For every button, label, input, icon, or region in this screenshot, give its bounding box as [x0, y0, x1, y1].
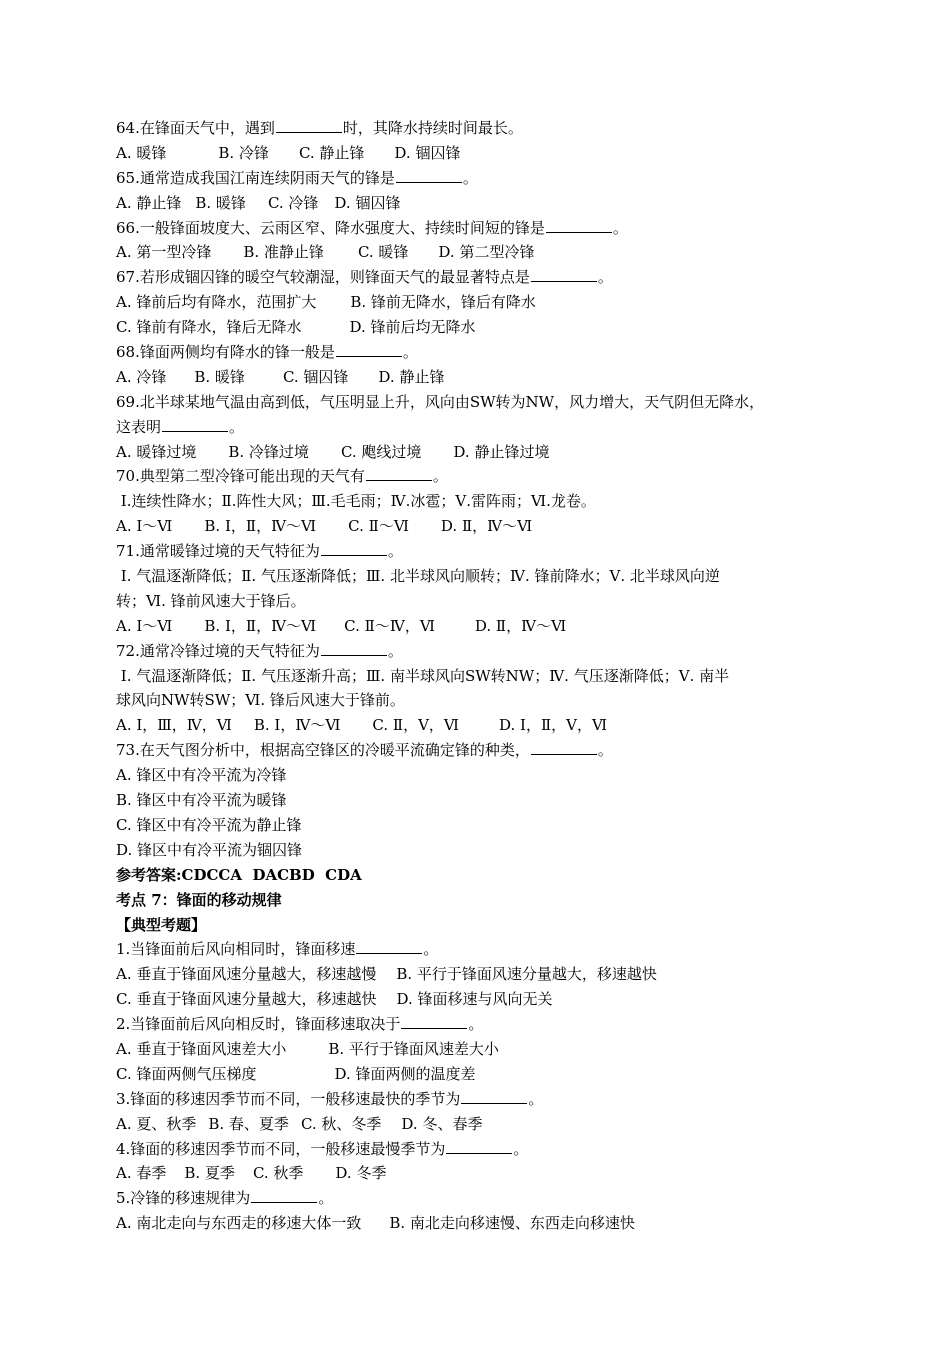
- question-suffix: 。: [432, 467, 448, 486]
- line-text: 考点 7：锋面的移动规律: [116, 890, 282, 909]
- answer-blank: [531, 740, 597, 755]
- options-line: [116, 1211, 846, 1236]
- option-item: B. 准静止锋: [243, 243, 324, 262]
- option-item: B. 暖锋: [194, 367, 245, 386]
- options-line: [116, 713, 846, 738]
- question-line: [116, 216, 846, 241]
- question-line: [116, 1186, 846, 1211]
- line-text: Ⅰ. 气温逐渐降低；Ⅱ. 气压逐渐降低；Ⅲ. 北半球风向顺转；Ⅳ. 锋前降水；Ⅴ. 北半球风向逆: [116, 567, 720, 586]
- question-suffix: 。: [612, 218, 628, 237]
- question-line: [116, 1012, 846, 1037]
- question-suffix: 。: [597, 741, 613, 760]
- line-text: 球风向NW转SW；Ⅵ. 锋后风速大于锋前。: [116, 691, 405, 710]
- option-item: C. Ⅱ～Ⅵ: [348, 517, 409, 536]
- question-suffix: 。: [402, 343, 418, 362]
- question-suffix: 。: [513, 1139, 529, 1158]
- question-suffix: 。: [462, 168, 478, 187]
- option-item: B. 南北走向移速慢、东西走向移速快: [389, 1214, 635, 1233]
- question-line: [116, 464, 846, 489]
- option-item: D. 锋面移速与风向无关: [396, 990, 553, 1009]
- option-item: D. 冬季: [335, 1164, 387, 1183]
- options-line: [116, 440, 846, 465]
- option-item: D. 第二型冷锋: [438, 243, 535, 262]
- line-text: 转；Ⅵ. 锋前风速大于锋后。: [116, 591, 306, 610]
- text-line: [116, 813, 846, 838]
- options-line: [116, 290, 846, 315]
- text-line: [116, 489, 846, 514]
- options-line: [116, 1062, 846, 1087]
- question-line: [116, 415, 846, 440]
- option-item: D. 静止锋: [378, 367, 445, 386]
- question-text: 66.一般锋面坡度大、云雨区窄、降水强度大、持续时间短的锋是: [116, 218, 545, 237]
- option-item: B. 冷锋: [218, 143, 269, 162]
- section-heading: [116, 863, 846, 888]
- option-item: C. 冷锋: [267, 193, 319, 212]
- document-page: [116, 116, 846, 1236]
- question-text: 68.锋面两侧均有降水的锋一般是: [116, 343, 335, 362]
- question-text: 72.通常冷锋过境的天气特征为: [116, 641, 320, 660]
- options-line: [116, 1037, 846, 1062]
- option-item: B. 暖锋: [195, 193, 246, 212]
- answer-blank: [321, 541, 387, 556]
- option-item: A. 南北走向与东西走的移速大体一致: [116, 1214, 362, 1233]
- line-text: 参考答案:CDCCA DACBD CDA: [116, 865, 362, 884]
- option-item: D. 冬、春季: [401, 1114, 483, 1133]
- question-text: 71.通常暖锋过境的天气特征为: [116, 542, 320, 561]
- question-line: [116, 738, 846, 763]
- line-text: D. 锋区中有冷平流为锢囚锋: [116, 840, 303, 859]
- question-suffix: 。: [468, 1015, 484, 1034]
- option-item: B. 冷锋过境: [228, 442, 309, 461]
- question-text: 5.冷锋的移速规律为: [116, 1189, 251, 1208]
- option-item: A. 暖锋: [116, 143, 167, 162]
- option-item: A. 夏、秋季: [116, 1114, 197, 1133]
- option-item: A. 垂直于锋面风速差大小: [116, 1039, 287, 1058]
- answer-blank: [276, 118, 342, 133]
- line-text: C. 锋区中有冷平流为静止锋: [116, 815, 302, 834]
- question-suffix: 。: [597, 268, 613, 287]
- option-item: C. 锋前有降水，锋后无降水: [116, 318, 302, 337]
- option-item: A. 静止锋: [116, 193, 182, 212]
- options-line: [116, 514, 846, 539]
- question-suffix: 。: [528, 1089, 544, 1108]
- option-item: B. Ⅰ，Ⅱ，Ⅳ～Ⅵ: [204, 517, 317, 536]
- question-line: [116, 937, 846, 962]
- answer-blank: [251, 1188, 317, 1203]
- question-line: [116, 639, 846, 664]
- answer-blank: [461, 1089, 527, 1104]
- option-item: B. Ⅰ，Ⅱ，Ⅳ～Ⅵ: [204, 616, 317, 635]
- option-item: B. 锋前无降水，锋后有降水: [350, 293, 536, 312]
- answer-blank: [531, 267, 597, 282]
- option-item: C. 静止锋: [298, 143, 365, 162]
- option-item: D. Ⅱ，Ⅳ～Ⅵ: [440, 517, 533, 536]
- question-line: [116, 265, 846, 290]
- option-item: B. 平行于锋面风速差大小: [328, 1039, 499, 1058]
- question-text: 65.通常造成我国江南连续阴雨天气的锋是: [116, 168, 395, 187]
- text-line: [116, 763, 846, 788]
- question-text: 73.在天气图分析中，根据高空锋区的冷暖平流确定锋的种类，: [116, 741, 530, 760]
- option-item: C. 飑线过境: [340, 442, 422, 461]
- text-line: [116, 390, 846, 415]
- option-item: A. Ⅰ～Ⅵ: [116, 616, 173, 635]
- option-item: A. 锋前后均有降水，范围扩大: [116, 293, 317, 312]
- option-item: D. Ⅰ，Ⅱ，Ⅴ，Ⅵ: [499, 716, 608, 735]
- question-line: [116, 1087, 846, 1112]
- text-line: [116, 688, 846, 713]
- question-suffix: 时，其降水持续时间最长。: [342, 119, 523, 137]
- option-item: D. 锢囚锋: [394, 143, 461, 162]
- option-item: A. 第一型冷锋: [116, 243, 212, 262]
- text-line: [116, 589, 846, 614]
- question-line: [116, 1137, 846, 1162]
- option-item: C. 锋面两侧气压梯度: [116, 1064, 257, 1083]
- question-line: [116, 166, 846, 191]
- text-line: [116, 788, 846, 813]
- option-item: D. Ⅱ，Ⅳ～Ⅵ: [474, 616, 567, 635]
- text-line: [116, 838, 846, 863]
- option-item: D. 静止锋过境: [453, 442, 550, 461]
- option-item: A. 冷锋: [116, 367, 167, 386]
- line-text: 【典型考题】: [116, 915, 207, 934]
- line-text: A. 锋区中有冷平流为冷锋: [116, 766, 287, 785]
- options-line: [116, 315, 846, 340]
- option-item: B. Ⅰ，Ⅳ～Ⅵ: [253, 716, 341, 735]
- question-line: [116, 340, 846, 365]
- options-line: [116, 614, 846, 639]
- option-item: C. 秋、冬季: [300, 1114, 382, 1133]
- line-text: Ⅰ.连续性降水；Ⅱ.阵性大风；Ⅲ.毛毛雨；Ⅳ.冰雹；Ⅴ.雷阵雨；Ⅵ.龙卷。: [116, 492, 596, 511]
- option-item: D. 锋前后均无降水: [349, 318, 476, 337]
- line-text: B. 锋区中有冷平流为暖锋: [116, 791, 287, 810]
- answer-blank: [321, 641, 387, 656]
- option-item: A. 暖锋过境: [116, 442, 197, 461]
- question-text: 4.锋面的移速因季节而不同，一般移速最慢季节为: [116, 1139, 446, 1158]
- option-item: C. 锢囚锋: [282, 367, 349, 386]
- answer-blank: [396, 168, 462, 183]
- question-text: 1.当锋面前后风向相同时，锋面移速: [116, 940, 356, 959]
- answer-blank: [162, 417, 228, 432]
- question-suffix: 。: [387, 641, 403, 660]
- options-line: [116, 240, 846, 265]
- option-item: B. 春、夏季: [208, 1114, 289, 1133]
- section-heading: [116, 888, 846, 913]
- answer-blank: [356, 939, 422, 954]
- option-item: A. Ⅰ，Ⅲ，Ⅳ，Ⅵ: [116, 716, 232, 735]
- option-item: C. 垂直于锋面风速分量越大，移速越快: [116, 990, 377, 1009]
- question-text: 3.锋面的移速因季节而不同，一般移速最快的季节为: [116, 1089, 461, 1108]
- answer-blank: [336, 342, 402, 357]
- line-text: Ⅰ. 气温逐渐降低；Ⅱ. 气压逐渐升高；Ⅲ. 南半球风向SW转NW；Ⅳ. 气压逐渐降低；Ⅴ. 南半: [116, 666, 730, 685]
- answer-blank: [401, 1014, 467, 1029]
- question-text: 70.典型第二型冷锋可能出现的天气有: [116, 467, 365, 486]
- option-item: C. 秋季: [252, 1164, 304, 1183]
- option-item: D. 锋面两侧的温度差: [334, 1064, 476, 1083]
- options-line: [116, 365, 846, 390]
- answer-blank: [446, 1139, 512, 1154]
- question-suffix: 。: [229, 417, 245, 436]
- options-line: [116, 191, 846, 216]
- question-text: 64.在锋面天气中，遇到: [116, 119, 275, 137]
- question-line: [116, 116, 846, 141]
- option-item: B. 夏季: [184, 1164, 235, 1183]
- question-text: 2.当锋面前后风向相反时，锋面移速取决于: [116, 1015, 401, 1034]
- question-text: 67.若形成锢囚锋的暖空气较潮湿，则锋面天气的最显著特点是: [116, 268, 530, 287]
- option-item: D. 锢囚锋: [334, 193, 401, 212]
- option-item: C. Ⅱ，Ⅴ，Ⅵ: [372, 716, 460, 735]
- option-item: A. 春季: [116, 1164, 167, 1183]
- question-suffix: 。: [423, 940, 439, 959]
- options-line: [116, 141, 846, 166]
- options-line: [116, 1112, 846, 1137]
- question-text: 这表明: [116, 417, 162, 436]
- options-line: [116, 987, 846, 1012]
- option-item: C. Ⅱ～Ⅳ，Ⅵ: [344, 616, 435, 635]
- options-line: [116, 1161, 846, 1186]
- answer-blank: [546, 218, 612, 233]
- text-line: [116, 564, 846, 589]
- question-suffix: 。: [318, 1189, 334, 1208]
- options-line: [116, 962, 846, 987]
- text-line: [116, 664, 846, 689]
- option-item: B. 平行于锋面风速分量越大，移速越快: [396, 965, 657, 984]
- question-line: [116, 539, 846, 564]
- section-heading: [116, 913, 846, 938]
- question-suffix: 。: [387, 542, 403, 561]
- option-item: A. 垂直于锋面风速分量越大，移速越慢: [116, 965, 377, 984]
- answer-blank: [366, 466, 432, 481]
- option-item: A. Ⅰ～Ⅵ: [116, 517, 173, 536]
- line-text: 69.北半球某地气温由高到低，气压明显上升，风向由SW转为NW，风力增大，天气阴但无降水，: [116, 392, 765, 411]
- option-item: C. 暖锋: [357, 243, 409, 262]
